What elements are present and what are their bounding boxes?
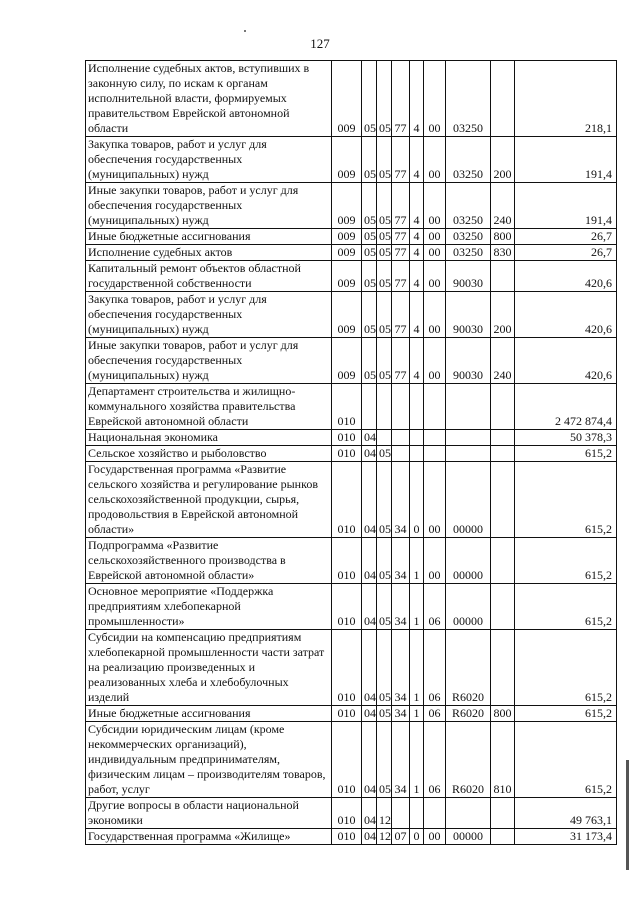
section-code: 05 bbox=[362, 183, 377, 229]
row-name: Основное мероприятие «Поддержка предприятиям хлебопекарной промышленности» bbox=[86, 584, 332, 630]
section-code bbox=[362, 384, 377, 430]
event-code bbox=[424, 446, 446, 462]
expense-type-code: 240 bbox=[491, 183, 515, 229]
program-code: 77 bbox=[392, 61, 410, 137]
expense-type-code: 800 bbox=[491, 229, 515, 245]
amount: 420,6 bbox=[515, 338, 617, 384]
table-row bbox=[86, 630, 617, 706]
section-code: 05 bbox=[362, 229, 377, 245]
program-code: 77 bbox=[392, 229, 410, 245]
section-code: 05 bbox=[362, 261, 377, 292]
program-code: 34 bbox=[392, 584, 410, 630]
subsection-code: 05 bbox=[377, 261, 392, 292]
expense-type-code bbox=[491, 384, 515, 430]
direction-code: 03250 bbox=[446, 229, 491, 245]
program-code: 34 bbox=[392, 722, 410, 798]
table-row bbox=[86, 384, 617, 430]
subprogram-code: 4 bbox=[410, 61, 424, 137]
event-code: 06 bbox=[424, 706, 446, 722]
amount: 420,6 bbox=[515, 292, 617, 338]
expense-type-code: 810 bbox=[491, 722, 515, 798]
program-code: 77 bbox=[392, 261, 410, 292]
section-code: 05 bbox=[362, 245, 377, 261]
amount: 2 472 874,4 bbox=[515, 384, 617, 430]
ministry-code: 010 bbox=[332, 384, 362, 430]
subprogram-code bbox=[410, 798, 424, 829]
table-row bbox=[86, 229, 617, 245]
program-code: 34 bbox=[392, 706, 410, 722]
expense-type-code: 830 bbox=[491, 245, 515, 261]
subprogram-code: 4 bbox=[410, 292, 424, 338]
section-code: 04 bbox=[362, 462, 377, 538]
subprogram-code: 1 bbox=[410, 722, 424, 798]
row-name: Исполнение судебных актов, вступивших в законную силу, по искам к органам исполнительной власти, формируемых правительством Еврейской автономной области bbox=[86, 61, 332, 137]
ministry-code: 010 bbox=[332, 706, 362, 722]
section-code: 04 bbox=[362, 430, 377, 446]
table-row bbox=[86, 430, 617, 446]
subprogram-code: 4 bbox=[410, 183, 424, 229]
subsection-code: 05 bbox=[377, 183, 392, 229]
expense-type-code bbox=[491, 630, 515, 706]
ministry-code: 010 bbox=[332, 430, 362, 446]
program-code bbox=[392, 798, 410, 829]
scan-speck bbox=[244, 30, 246, 32]
amount: 615,2 bbox=[515, 462, 617, 538]
page-number: 127 bbox=[310, 36, 330, 51]
direction-code: 03250 bbox=[446, 183, 491, 229]
row-name: Другие вопросы в области национальной экономики bbox=[86, 798, 332, 829]
subprogram-code: 1 bbox=[410, 630, 424, 706]
amount: 218,1 bbox=[515, 61, 617, 137]
event-code bbox=[424, 384, 446, 430]
program-code: 34 bbox=[392, 462, 410, 538]
expense-type-code: 800 bbox=[491, 706, 515, 722]
subprogram-code: 4 bbox=[410, 338, 424, 384]
event-code: 00 bbox=[424, 462, 446, 538]
scan-edge-shadow bbox=[626, 760, 629, 870]
amount: 26,7 bbox=[515, 229, 617, 245]
subsection-code: 12 bbox=[377, 829, 392, 845]
row-name: Иные бюджетные ассигнования bbox=[86, 229, 332, 245]
expense-type-code: 200 bbox=[491, 137, 515, 183]
table-row bbox=[86, 446, 617, 462]
program-code: 34 bbox=[392, 630, 410, 706]
expense-type-code bbox=[491, 462, 515, 538]
direction-code: 90030 bbox=[446, 292, 491, 338]
expense-type-code bbox=[491, 446, 515, 462]
direction-code bbox=[446, 430, 491, 446]
direction-code: 00000 bbox=[446, 462, 491, 538]
event-code: 00 bbox=[424, 137, 446, 183]
direction-code: 03250 bbox=[446, 61, 491, 137]
ministry-code: 009 bbox=[332, 229, 362, 245]
amount: 420,6 bbox=[515, 261, 617, 292]
direction-code bbox=[446, 446, 491, 462]
event-code bbox=[424, 430, 446, 446]
subsection-code: 05 bbox=[377, 137, 392, 183]
subprogram-code bbox=[410, 446, 424, 462]
amount: 615,2 bbox=[515, 630, 617, 706]
event-code: 06 bbox=[424, 584, 446, 630]
ministry-code: 009 bbox=[332, 338, 362, 384]
direction-code bbox=[446, 798, 491, 829]
section-code: 05 bbox=[362, 61, 377, 137]
row-name: Государственная программа «Жилище» bbox=[86, 829, 332, 845]
section-code: 05 bbox=[362, 137, 377, 183]
ministry-code: 009 bbox=[332, 137, 362, 183]
subsection-code: 05 bbox=[377, 462, 392, 538]
program-code: 77 bbox=[392, 245, 410, 261]
subsection-code bbox=[377, 430, 392, 446]
amount: 191,4 bbox=[515, 137, 617, 183]
subprogram-code: 1 bbox=[410, 538, 424, 584]
table-row bbox=[86, 829, 617, 845]
section-code: 05 bbox=[362, 338, 377, 384]
subsection-code: 05 bbox=[377, 61, 392, 137]
direction-code: R6020 bbox=[446, 706, 491, 722]
ministry-code: 009 bbox=[332, 245, 362, 261]
row-name: Иные закупки товаров, работ и услуг для обеспечения государственных (муниципальных) нужд bbox=[86, 183, 332, 229]
amount: 191,4 bbox=[515, 183, 617, 229]
program-code bbox=[392, 430, 410, 446]
table-row bbox=[86, 722, 617, 798]
subsection-code: 05 bbox=[377, 706, 392, 722]
event-code: 00 bbox=[424, 229, 446, 245]
event-code: 00 bbox=[424, 183, 446, 229]
subprogram-code: 4 bbox=[410, 229, 424, 245]
subprogram-code bbox=[410, 384, 424, 430]
amount: 615,2 bbox=[515, 446, 617, 462]
table-row bbox=[86, 61, 617, 137]
amount: 50 378,3 bbox=[515, 430, 617, 446]
row-name: Иные закупки товаров, работ и услуг для обеспечения государственных (муниципальных) нужд bbox=[86, 338, 332, 384]
ministry-code: 009 bbox=[332, 292, 362, 338]
subprogram-code bbox=[410, 430, 424, 446]
row-name: Подпрограмма «Развитие сельскохозяйственного производства в Еврейской автономной области» bbox=[86, 538, 332, 584]
table-row bbox=[86, 584, 617, 630]
table-row bbox=[86, 538, 617, 584]
table-row bbox=[86, 706, 617, 722]
subsection-code: 05 bbox=[377, 292, 392, 338]
expense-type-code bbox=[491, 798, 515, 829]
expense-type-code bbox=[491, 430, 515, 446]
program-code: 07 bbox=[392, 829, 410, 845]
ministry-code: 010 bbox=[332, 829, 362, 845]
subprogram-code: 0 bbox=[410, 829, 424, 845]
program-code bbox=[392, 446, 410, 462]
subsection-code: 05 bbox=[377, 229, 392, 245]
subsection-code: 05 bbox=[377, 338, 392, 384]
subprogram-code: 0 bbox=[410, 462, 424, 538]
table-row bbox=[86, 137, 617, 183]
row-name: Капитальный ремонт объектов областной государственной собственности bbox=[86, 261, 332, 292]
ministry-code: 010 bbox=[332, 538, 362, 584]
direction-code: 90030 bbox=[446, 261, 491, 292]
direction-code: 00000 bbox=[446, 538, 491, 584]
section-code: 04 bbox=[362, 829, 377, 845]
subsection-code: 05 bbox=[377, 538, 392, 584]
row-name: Закупка товаров, работ и услуг для обеспечения государственных (муниципальных) нужд bbox=[86, 292, 332, 338]
table-row bbox=[86, 798, 617, 829]
amount: 615,2 bbox=[515, 706, 617, 722]
event-code: 06 bbox=[424, 630, 446, 706]
expense-type-code bbox=[491, 538, 515, 584]
subprogram-code: 1 bbox=[410, 584, 424, 630]
ministry-code: 010 bbox=[332, 462, 362, 538]
ministry-code: 009 bbox=[332, 261, 362, 292]
event-code bbox=[424, 798, 446, 829]
section-code: 05 bbox=[362, 292, 377, 338]
table-row bbox=[86, 338, 617, 384]
row-name: Закупка товаров, работ и услуг для обеспечения государственных (муниципальных) нужд bbox=[86, 137, 332, 183]
section-code: 04 bbox=[362, 798, 377, 829]
section-code: 04 bbox=[362, 584, 377, 630]
direction-code bbox=[446, 384, 491, 430]
direction-code: 00000 bbox=[446, 584, 491, 630]
ministry-code: 009 bbox=[332, 183, 362, 229]
event-code: 00 bbox=[424, 292, 446, 338]
budget-table bbox=[85, 60, 617, 845]
event-code: 00 bbox=[424, 829, 446, 845]
expense-type-code: 240 bbox=[491, 338, 515, 384]
event-code: 00 bbox=[424, 61, 446, 137]
subsection-code: 05 bbox=[377, 446, 392, 462]
event-code: 00 bbox=[424, 261, 446, 292]
section-code: 04 bbox=[362, 722, 377, 798]
expense-type-code bbox=[491, 584, 515, 630]
direction-code: R6020 bbox=[446, 722, 491, 798]
program-code: 34 bbox=[392, 538, 410, 584]
ministry-code: 010 bbox=[332, 630, 362, 706]
ministry-code: 010 bbox=[332, 446, 362, 462]
expense-type-code bbox=[491, 61, 515, 137]
table-row bbox=[86, 183, 617, 229]
program-code: 77 bbox=[392, 338, 410, 384]
table-row bbox=[86, 292, 617, 338]
row-name: Иные бюджетные ассигнования bbox=[86, 706, 332, 722]
program-code bbox=[392, 384, 410, 430]
program-code: 77 bbox=[392, 183, 410, 229]
subprogram-code: 1 bbox=[410, 706, 424, 722]
direction-code: R6020 bbox=[446, 630, 491, 706]
table-row bbox=[86, 462, 617, 538]
amount: 615,2 bbox=[515, 538, 617, 584]
ministry-code: 010 bbox=[332, 584, 362, 630]
program-code: 77 bbox=[392, 292, 410, 338]
ministry-code: 010 bbox=[332, 722, 362, 798]
event-code: 00 bbox=[424, 245, 446, 261]
row-name: Субсидии юридическим лицам (кроме некоммерческих организаций), индивидуальным предпринимателям, физическим лицам – производителям товаров, работ, услуг bbox=[86, 722, 332, 798]
expense-type-code: 200 bbox=[491, 292, 515, 338]
event-code: 00 bbox=[424, 538, 446, 584]
amount: 31 173,4 bbox=[515, 829, 617, 845]
ministry-code: 009 bbox=[332, 61, 362, 137]
table-row bbox=[86, 245, 617, 261]
program-code: 77 bbox=[392, 137, 410, 183]
subsection-code bbox=[377, 384, 392, 430]
amount: 615,2 bbox=[515, 584, 617, 630]
event-code: 00 bbox=[424, 338, 446, 384]
row-name: Исполнение судебных актов bbox=[86, 245, 332, 261]
table-row bbox=[86, 261, 617, 292]
row-name: Государственная программа «Развитие сельского хозяйства и регулирование рынков сельскохозяйственной продукции, сырья, продовольствия в Еврейской автономной области» bbox=[86, 462, 332, 538]
subprogram-code: 4 bbox=[410, 245, 424, 261]
section-code: 04 bbox=[362, 446, 377, 462]
subprogram-code: 4 bbox=[410, 261, 424, 292]
row-name: Национальная экономика bbox=[86, 430, 332, 446]
subsection-code: 05 bbox=[377, 245, 392, 261]
amount: 26,7 bbox=[515, 245, 617, 261]
direction-code: 03250 bbox=[446, 245, 491, 261]
amount: 615,2 bbox=[515, 722, 617, 798]
subsection-code: 05 bbox=[377, 584, 392, 630]
section-code: 04 bbox=[362, 630, 377, 706]
direction-code: 03250 bbox=[446, 137, 491, 183]
row-name: Субсидии на компенсацию предприятиям хлебопекарной промышленности части затрат на реализацию произведенных и реализованных хлеба и хлебобулочных изделий bbox=[86, 630, 332, 706]
row-name: Сельское хозяйство и рыболовство bbox=[86, 446, 332, 462]
event-code: 06 bbox=[424, 722, 446, 798]
expense-type-code bbox=[491, 261, 515, 292]
subprogram-code: 4 bbox=[410, 137, 424, 183]
direction-code: 90030 bbox=[446, 338, 491, 384]
direction-code: 00000 bbox=[446, 829, 491, 845]
expense-type-code bbox=[491, 829, 515, 845]
subsection-code: 12 bbox=[377, 798, 392, 829]
section-code: 04 bbox=[362, 706, 377, 722]
row-name: Департамент строительства и жилищно-коммунального хозяйства правительства Еврейской автономной области bbox=[86, 384, 332, 430]
subsection-code: 05 bbox=[377, 630, 392, 706]
subsection-code: 05 bbox=[377, 722, 392, 798]
ministry-code: 010 bbox=[332, 798, 362, 829]
amount: 49 763,1 bbox=[515, 798, 617, 829]
section-code: 04 bbox=[362, 538, 377, 584]
